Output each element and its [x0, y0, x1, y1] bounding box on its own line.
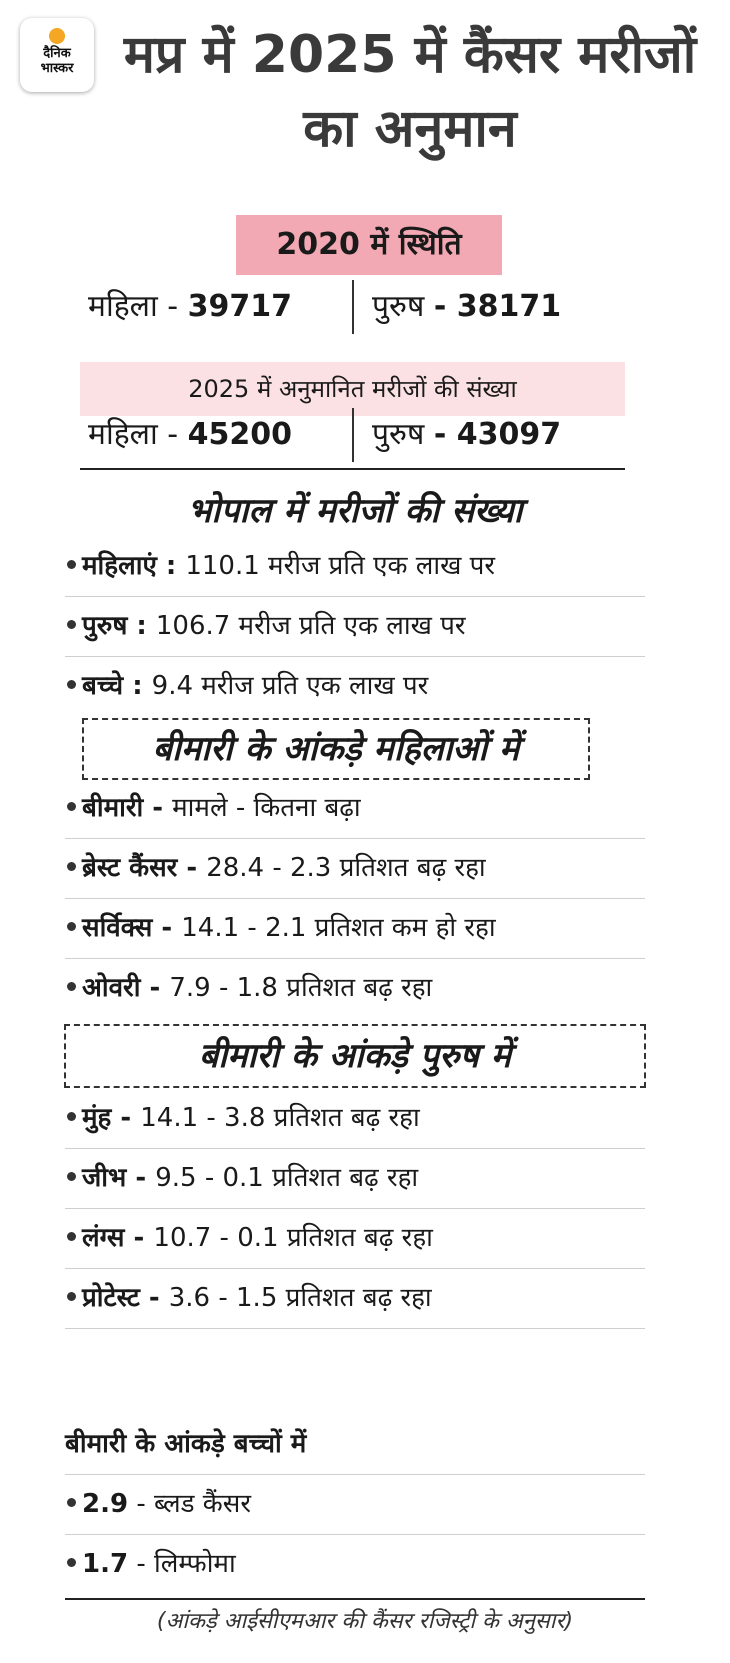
list-item: [65, 596, 645, 657]
bullet-icon: [67, 802, 76, 811]
bullet-icon: [67, 1172, 76, 1181]
logo-sun-icon: [49, 28, 65, 44]
list-item-label: 2.9: [82, 1489, 129, 1519]
bullet-icon: [67, 680, 76, 689]
dainik-bhaskar-logo: [20, 18, 94, 92]
bullet-icon: [67, 1232, 76, 1241]
list-item: [65, 778, 645, 839]
list-item-label: सर्विक्स -: [82, 913, 182, 943]
list-item-text: 14.1 - 2.1 प्रतिशत कम हो रहा: [181, 913, 496, 943]
male-value: - 38171: [433, 289, 562, 324]
list-item-text: 3.6 - 1.5 प्रतिशत बढ़ रहा: [168, 1283, 432, 1313]
list-item-label: पुरुष :: [82, 611, 156, 641]
bullet-icon: [67, 620, 76, 629]
male-count-2020: [372, 280, 561, 334]
list-item-label: 1.7: [82, 1549, 129, 1579]
list-item-text: 10.7 - 0.1 प्रतिशत बढ़ रहा: [153, 1223, 433, 1253]
list-item-label: जीभ -: [82, 1163, 156, 1193]
list-item: [65, 958, 645, 1018]
list-item-text: 9.5 - 0.1 प्रतिशत बढ़ रहा: [155, 1163, 419, 1193]
logo-line-1: दैनिक: [43, 46, 71, 61]
list-item-text: 106.7 मरीज प्रति एक लाख पर: [155, 611, 466, 641]
list-item-text: 9.4 मरीज प्रति एक लाख पर: [151, 671, 429, 701]
female-count-2025: [88, 408, 292, 462]
female-label: महिला -: [88, 289, 188, 324]
bullet-icon: [67, 982, 76, 991]
status-2020-counts: [80, 280, 620, 334]
bullet-icon: [67, 1558, 76, 1567]
divider: [352, 408, 354, 462]
list-item-text: 110.1 मरीज प्रति एक लाख पर: [185, 551, 496, 581]
source-note: (आंकड़े आईसीएमआर की कैंसर रजिस्ट्री के अनुसार): [156, 1609, 574, 1634]
page-title: मप्र में 2025 में कैंसर मरीजों का अनुमान: [123, 25, 697, 159]
bullet-icon: [67, 1112, 76, 1121]
list-item-label: लंग्स -: [82, 1223, 154, 1253]
estimate-2025-counts: [80, 408, 620, 462]
female-value: 39717: [187, 289, 293, 324]
female-label: महिला -: [88, 417, 188, 452]
list-item-text: 14.1 - 3.8 प्रतिशत बढ़ रहा: [140, 1103, 420, 1133]
list-item: [65, 898, 645, 959]
list-item: [65, 1534, 645, 1594]
male-label: पुरुष: [372, 417, 434, 452]
estimate-2025-heading: 2025 में अनुमानित मरीजों की संख्या: [80, 362, 625, 416]
list-item-text: मामले - कितना बढ़ा: [172, 793, 361, 823]
bullet-icon: [67, 1292, 76, 1301]
list-item-label: प्रोटेस्ट -: [82, 1283, 169, 1313]
male-count-2025: [372, 408, 561, 462]
list-item-text: 28.4 - 2.3 प्रतिशत बढ़ रहा: [206, 853, 486, 883]
list-item-text: - लिम्फोमा: [128, 1549, 236, 1579]
footer-divider: [65, 1598, 645, 1600]
list-item-label: बच्चे :: [82, 671, 152, 701]
bullet-icon: [67, 862, 76, 871]
list-item: [65, 536, 645, 597]
list-item: [65, 1268, 645, 1329]
list-item: [65, 1148, 645, 1209]
bullet-icon: [67, 560, 76, 569]
divider: [352, 280, 354, 334]
list-item: [65, 1088, 645, 1149]
list-item-label: ओवरी -: [82, 973, 170, 1003]
female-count-2020: [88, 280, 292, 334]
list-item: [65, 1208, 645, 1269]
men-heading: बीमारी के आंकड़े पुरुष में: [64, 1024, 646, 1088]
status-2020-badge: 2020 में स्थिति: [236, 215, 502, 275]
list-item-label: महिलाएं :: [82, 551, 186, 581]
bullet-icon: [67, 922, 76, 931]
list-item-text: - ब्लड कैंसर: [128, 1489, 251, 1519]
male-value: - 43097: [433, 417, 562, 452]
female-value: 45200: [187, 417, 293, 452]
women-heading: बीमारी के आंकड़े महिलाओं में: [82, 718, 590, 780]
bhopal-heading: भोपाल में मरीजों की संख्या: [187, 491, 523, 531]
list-item: [65, 838, 645, 899]
section-divider: [80, 468, 625, 470]
list-item-label: बीमारी -: [82, 793, 173, 823]
list-item-label: मुंह -: [82, 1103, 141, 1133]
list-item: [65, 1474, 645, 1535]
bullet-icon: [67, 1498, 76, 1507]
logo-line-2: भास्कर: [40, 61, 74, 76]
list-item-label: ब्रेस्ट कैंसर -: [82, 853, 207, 883]
list-item-text: 7.9 - 1.8 प्रतिशत बढ़ रहा: [169, 973, 433, 1003]
children-heading: बीमारी के आंकड़े बच्चों में: [65, 1414, 645, 1475]
list-item: [65, 656, 645, 716]
male-label: पुरुष: [372, 289, 434, 324]
